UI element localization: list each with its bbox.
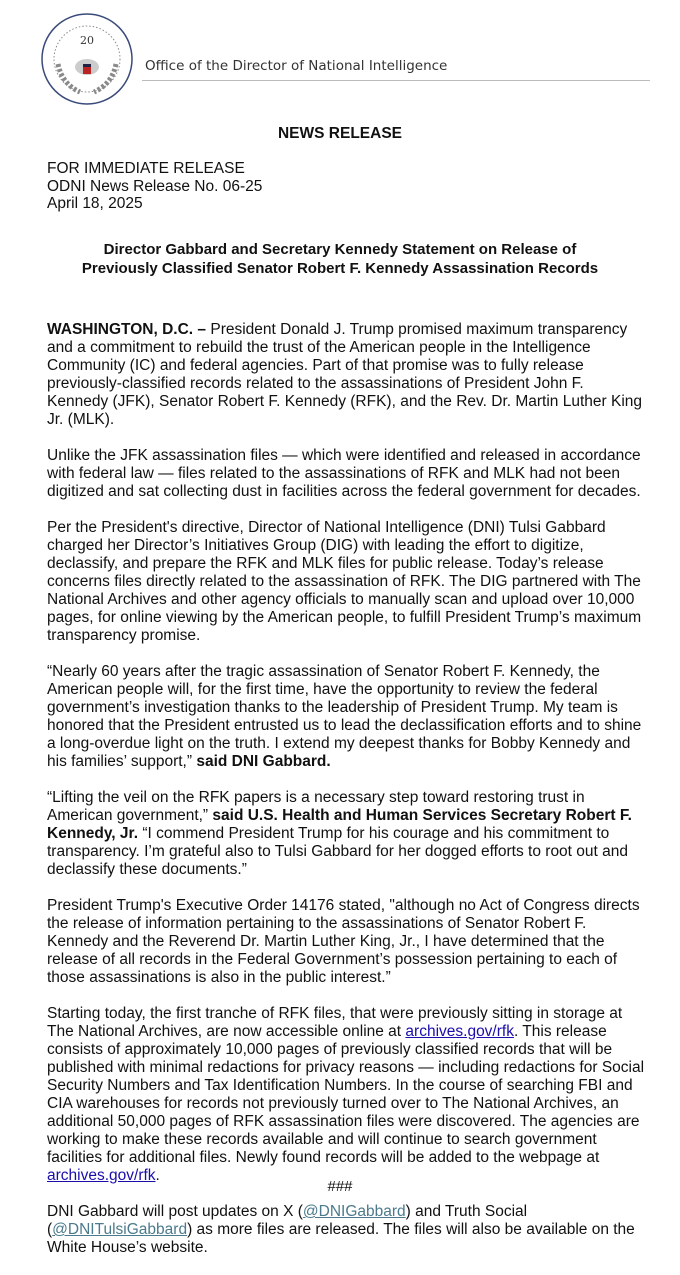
- paragraph-text: ) as more files are released. The files will also be available on the White House’s website.: [47, 1221, 635, 1256]
- release-number: ODNI News Release No. 06-25: [47, 177, 263, 195]
- body-paragraph: [47, 1005, 647, 1185]
- end-mark: ###: [327, 1178, 353, 1195]
- header-divider: [142, 80, 650, 81]
- archives-link[interactable]: archives.gov/rfk: [47, 1167, 156, 1184]
- odni-seal-logo: [40, 12, 134, 106]
- release-meta: [47, 160, 262, 213]
- release-title: [0, 240, 680, 278]
- body-paragraph: [47, 321, 647, 429]
- paragraph-text: Starting today, the first tranche of RFK files, that were previously sitting in storage at The National Archives, are now accessible online at: [47, 1005, 623, 1040]
- paragraph-text: .: [155, 1167, 160, 1184]
- release-type: FOR IMMEDIATE RELEASE: [47, 160, 245, 177]
- release-date: April 18, 2025: [47, 195, 143, 212]
- bold-text: WASHINGTON, D.C. –: [47, 321, 207, 338]
- social-handle-link[interactable]: @DNITulsiGabbard: [52, 1221, 188, 1238]
- paragraph-text: “I commend President Trump for his courage and his commitment to transparency. I’m grateful also to Tulsi Gabbard for her dogged efforts to root out and declassify these documents.”: [47, 825, 629, 878]
- paragraph-text: Unlike the JFK assassination files — which were identified and released in accordance with federal law — files related to the assassinations of RFK and MLK had not been digitized and sat collecting dust in facilities across the federal government for decades.: [47, 447, 641, 500]
- svg-text:20: 20: [80, 34, 94, 47]
- social-handle-link[interactable]: @DNIGabbard: [302, 1203, 406, 1220]
- body-paragraph: [47, 519, 647, 645]
- letterhead: [40, 12, 650, 102]
- paragraph-text: “Lifting the veil on the RFK papers is a necessary step toward restoring trust in American government,”: [47, 789, 585, 824]
- title-line: Previously Classified Senator Robert F. Kennedy Assassination Records: [81, 260, 599, 277]
- body-paragraph: [47, 897, 647, 987]
- release-body: [47, 321, 647, 1275]
- paragraph-text: ) and Truth Social (: [47, 1203, 528, 1238]
- title-line: Director Gabbard and Secretary Kennedy Statement on Release of: [103, 241, 577, 258]
- paragraph-text: . This release consists of approximately 10,000 pages of previously classified records that will be published with minimal redactions for privacy reasons — including redactions for Social Security Numbers and Tax Identification Numbers. In the course of searching FBI and CIA warehouses for records not previously turned over to The National Archives, an additional 50,000 pages of RFK assassination files were discovered. The agencies are working to make these records available and will continue to search government facilities for additional files. Newly found records will be added to the webpage at: [47, 1023, 645, 1166]
- news-release-heading: NEWS RELEASE: [277, 125, 402, 142]
- paragraph-text: Per the President's directive, Director of National Intelligence (DNI) Tulsi Gabbard charged her Director’s Initiatives Group (DIG) with leading the effort to digitize, declassify, and prepare the RFK and MLK files for public release. Today’s release concerns files directly related to the assassination of RFK. The DIG partnered with The National Archives and other agency officials to manually scan and upload over 10,000 pages, for online viewing by the American people, to fulfill President Trump’s maximum transparency promise.: [47, 519, 642, 644]
- paragraph-text: President Trump's Executive Order 14176 stated, "although no Act of Congress directs the release of information pertaining to the assassinations of Senator Robert F. Kennedy and the Reverend Dr. Martin Luther King, Jr., I have determined that the release of all records in the Federal Government’s possession pertaining to each of those assassinations is also in the public interest.”: [47, 897, 640, 986]
- bold-text: said DNI Gabbard.: [192, 753, 331, 770]
- paragraph-text: President Donald J. Trump promised maximum transparency and a commitment to rebuild the trust of the American people in the Intelligence Community (IC) and federal agencies. Part of that promise was to fully release previously-classified records related to the assassinations of President John F. Kennedy (JFK), Senator Robert F. Kennedy (RFK), and the Rev. Dr. Martin Luther King Jr. (MLK).: [47, 321, 643, 428]
- body-paragraph: [47, 447, 647, 501]
- body-paragraph: [47, 1203, 647, 1257]
- paragraph-text: “Nearly 60 years after the tragic assassination of Senator Robert F. Kennedy, the American people will, for the first time, have the opportunity to review the federal government’s investigation thanks to the leadership of President Trump. My team is honored that the President entrusted us to lead the declassification efforts and to shine a long-overdue light on the truth. I extend my deepest thanks for Bobby Kennedy and his families’ support,”: [47, 663, 642, 770]
- paragraph-text: DNI Gabbard will post updates on X (: [47, 1203, 303, 1220]
- body-paragraph: [47, 663, 647, 771]
- organization-name: Office of the Director of National Intelligence: [145, 58, 448, 74]
- bold-text: said U.S. Health and Human Services Secretary Robert F. Kennedy, Jr.: [47, 807, 632, 842]
- body-paragraph: [47, 789, 647, 879]
- archives-link[interactable]: archives.gov/rfk: [405, 1023, 514, 1040]
